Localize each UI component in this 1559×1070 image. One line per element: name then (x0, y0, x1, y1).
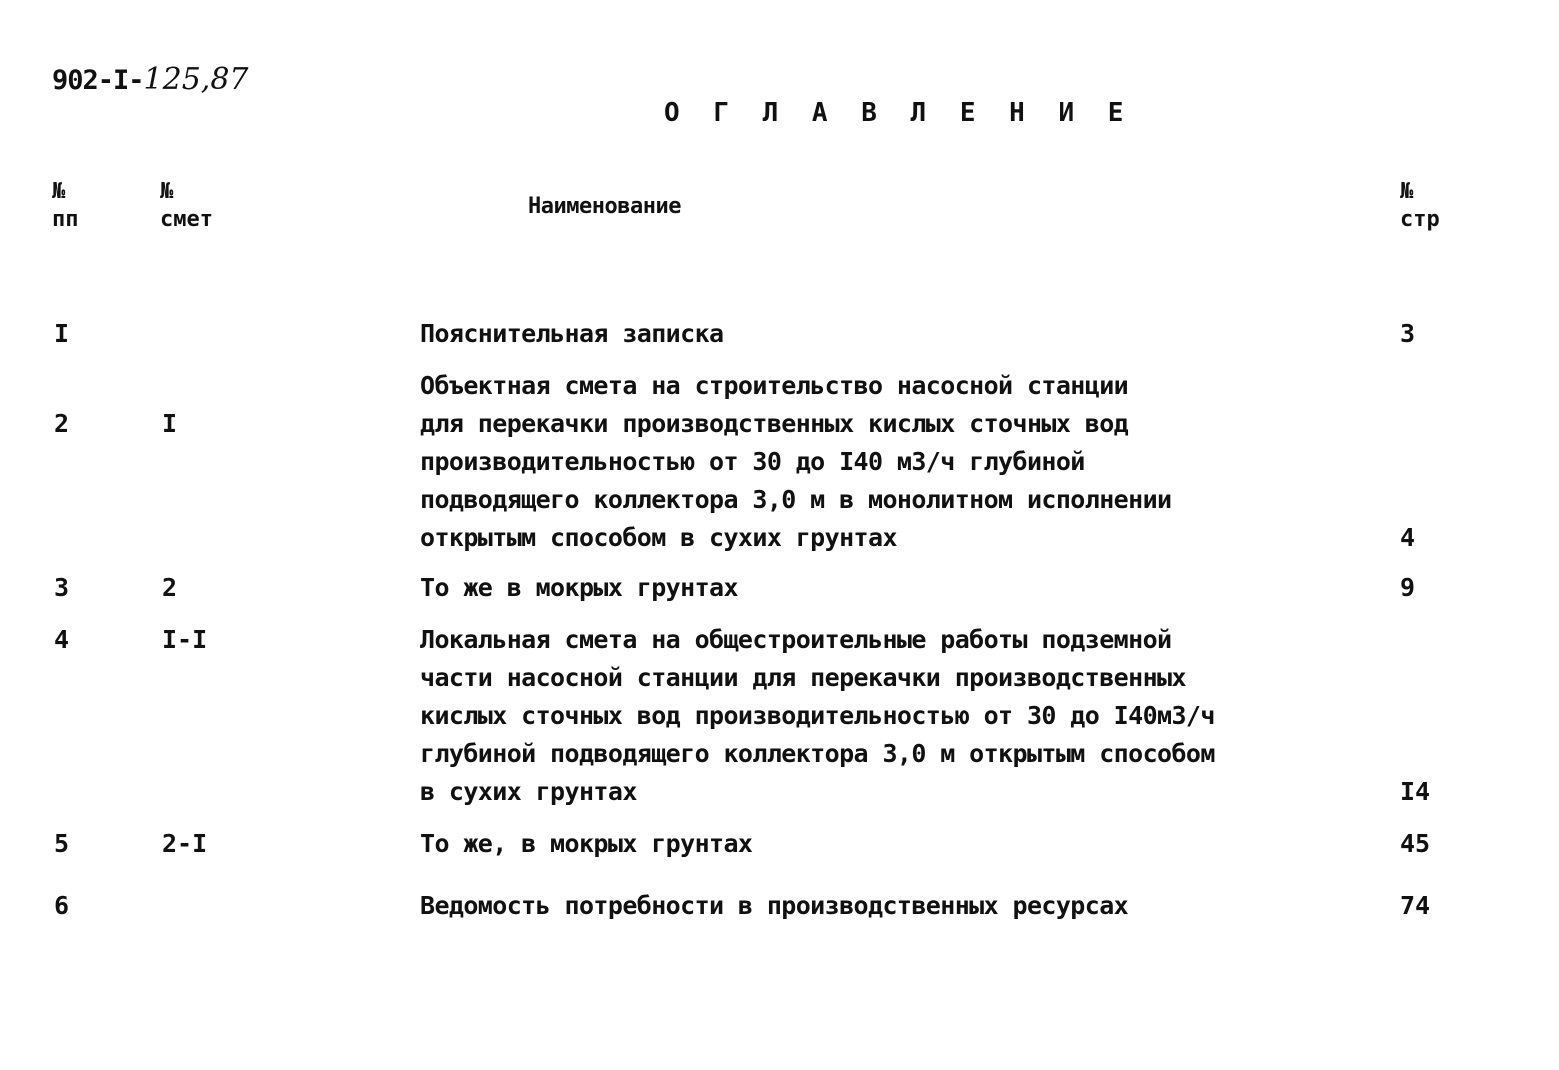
column-header-page (1400, 178, 1440, 234)
column-header-estimate-number-symbol: № (160, 179, 174, 204)
toc-row-estimate-number: I-I (162, 625, 208, 654)
toc-row-item-number: 3 (54, 573, 70, 602)
toc-row-page: 4 (1400, 523, 1416, 552)
column-header-page-symbol: № (1400, 179, 1414, 204)
document-code-handwritten: 125,87 (143, 62, 249, 97)
column-header-item-number (52, 178, 79, 234)
column-header-estimate-number (160, 178, 213, 234)
toc-row-estimate-number: 2 (162, 573, 178, 602)
toc-row-page: 9 (1400, 573, 1416, 602)
toc-row-name: Объектная смета на строительство насосной станции для перекачки производственных кислых сточных вод производительностью от 30 до I40 м3/ч глубиной подводящего коллектора 3,0 м в монолитном исполнении открытым способом в сухих грунтах (420, 371, 1172, 552)
toc-row-page: 3 (1400, 319, 1416, 348)
toc-row-estimate-number: I (162, 409, 178, 438)
toc-row-item-number: 6 (54, 891, 70, 920)
column-header-name: Наименование (528, 194, 681, 219)
toc-row-page: 45 (1400, 829, 1431, 858)
document-code-typed: 902-I- (52, 65, 144, 96)
column-header-item-number-symbol: № (52, 179, 66, 204)
column-header-page-label: стр (1400, 207, 1440, 232)
toc-row-page: 74 (1400, 891, 1431, 920)
toc-row-name: Ведомость потребности в производственных ресурсах (420, 891, 1129, 920)
toc-row-page: I4 (1400, 777, 1431, 806)
column-header-item-number-label: пп (52, 207, 79, 232)
toc-row-name: То же в мокрых грунтах (420, 573, 738, 602)
toc-row-name: Пояснительная записка (420, 319, 724, 348)
document-code (52, 62, 249, 97)
toc-row-item-number: 5 (54, 829, 70, 858)
page-title: О Г Л А В Л Е Н И Е (664, 98, 1133, 128)
column-header-estimate-number-label: смет (160, 207, 213, 232)
toc-row-item-number: 2 (54, 409, 70, 438)
toc-row-item-number: 4 (54, 625, 70, 654)
toc-row-estimate-number: 2-I (162, 829, 208, 858)
toc-row-name: То же, в мокрых грунтах (420, 829, 753, 858)
toc-row-name: Локальная смета на общестроительные работы подземной части насосной станции для перекачки производственных кислых сточных вод производительностью от 30 до I40м3/ч глубиной подводящего коллектора 3,0 м открытым способом в сухих грунтах (420, 625, 1215, 806)
toc-row-item-number: I (54, 319, 70, 348)
